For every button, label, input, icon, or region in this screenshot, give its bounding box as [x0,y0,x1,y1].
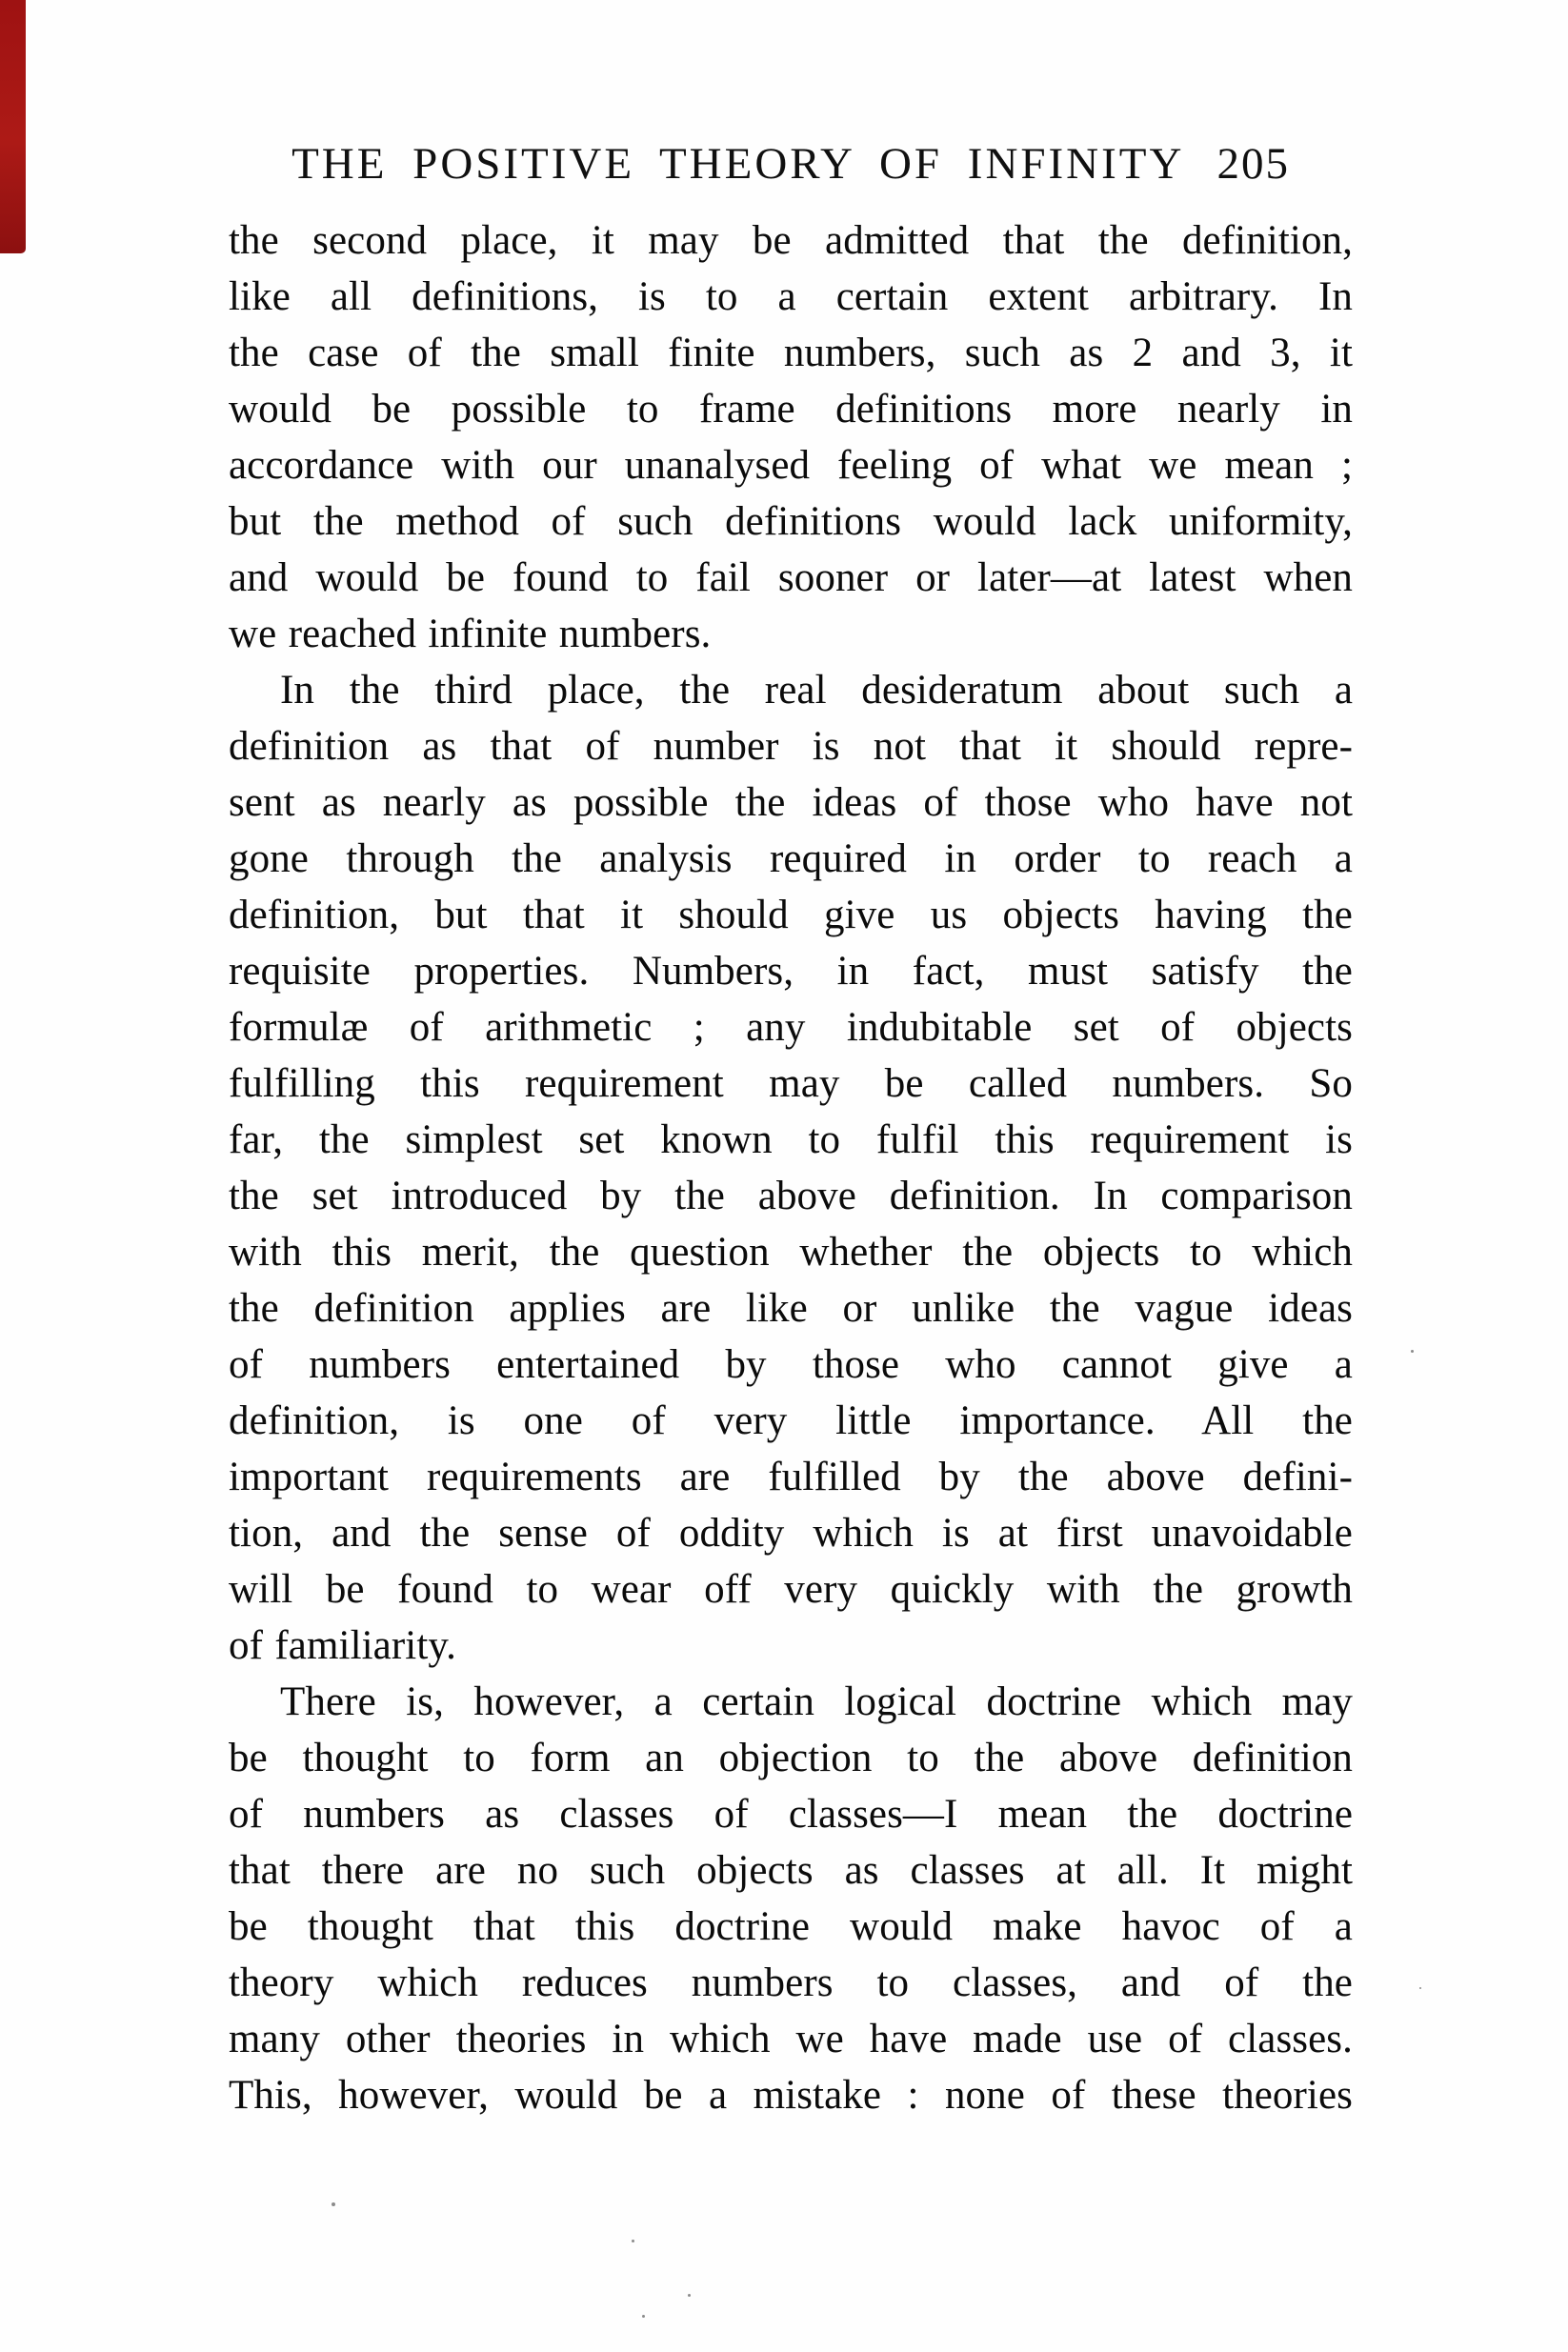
page-number: 205 [1216,139,1290,189]
scan-speck [1419,1987,1421,1989]
text-line: fulfilling this requirement may be called numbers. So [229,1061,1353,1106]
text-line: like all definitions, is to a certain extent arbitrary. In [229,274,1353,319]
text-line: with this merit, the question whether the objects to which [229,1230,1353,1275]
scan-speck [332,2202,335,2206]
text-line: but the method of such definitions would lack uniformity, [229,499,1353,544]
text-line: sent as nearly as possible the ideas of those who have not [229,780,1353,825]
text-line: far, the simplest set known to fulfil this requirement is [229,1117,1353,1162]
scan-speck [642,2315,645,2318]
text-line: definition as that of number is not that it should repre- [229,724,1353,769]
header-title: THE POSITIVE THEORY OF INFINITY [291,139,1185,189]
text-line: that there are no such objects as classes at all. It might [229,1848,1353,1893]
text-line: of numbers entertained by those who cannot give a [229,1342,1353,1387]
text-line: definition, is one of very little importance. All the [229,1398,1353,1443]
text-line: requisite properties. Numbers, in fact, must satisfy the [229,949,1353,994]
text-line: will be found to wear off very quickly with the growth [229,1567,1353,1612]
text-line: In the third place, the real desideratum about such a [280,668,1353,713]
text-line: be thought to form an objection to the above definition [229,1736,1353,1780]
text-line: tion, and the sense of oddity which is at first unavoidable [229,1511,1353,1556]
text-line: important requirements are fulfilled by the above defini- [229,1455,1353,1499]
running-header [229,139,1353,189]
text-line: theory which reduces numbers to classes, and of the [229,1960,1353,2005]
text-line: accordance with our unanalysed feeling of what we mean ; [229,443,1353,488]
text-line: we reached infinite numbers. [229,612,712,656]
text-line: This, however, would be a mistake : none of these theories [229,2073,1353,2118]
text-line: many other theories in which we have made use of classes. [229,2017,1353,2061]
text-line: would be possible to frame definitions more nearly in [229,387,1353,432]
text-line: definition, but that it should give us objects having the [229,893,1353,937]
text-line: the set introduced by the above definition. In comparison [229,1174,1353,1218]
text-line: of familiarity. [229,1623,457,1668]
scan-speck [632,2240,634,2242]
body-text [229,212,1353,2123]
text-line: the second place, it may be admitted that the definition, [229,218,1353,263]
text-line: of numbers as classes of classes—I mean the doctrine [229,1792,1353,1837]
text-line: gone through the analysis required in order to reach a [229,836,1353,881]
scan-speck [1411,1350,1414,1353]
text-line: There is, however, a certain logical doctrine which may [280,1679,1353,1724]
text-line: the case of the small finite numbers, such as 2 and 3, it [229,331,1353,375]
text-line: be thought that this doctrine would make havoc of a [229,1904,1353,1949]
scan-speck [688,2294,691,2297]
scan-artifact-red-strip [0,0,26,253]
text-line: and would be found to fail sooner or later—at latest when [229,555,1353,600]
text-line: formulæ of arithmetic ; any indubitable set of objects [229,1005,1353,1050]
text-line: the definition applies are like or unlike the vague ideas [229,1286,1353,1331]
